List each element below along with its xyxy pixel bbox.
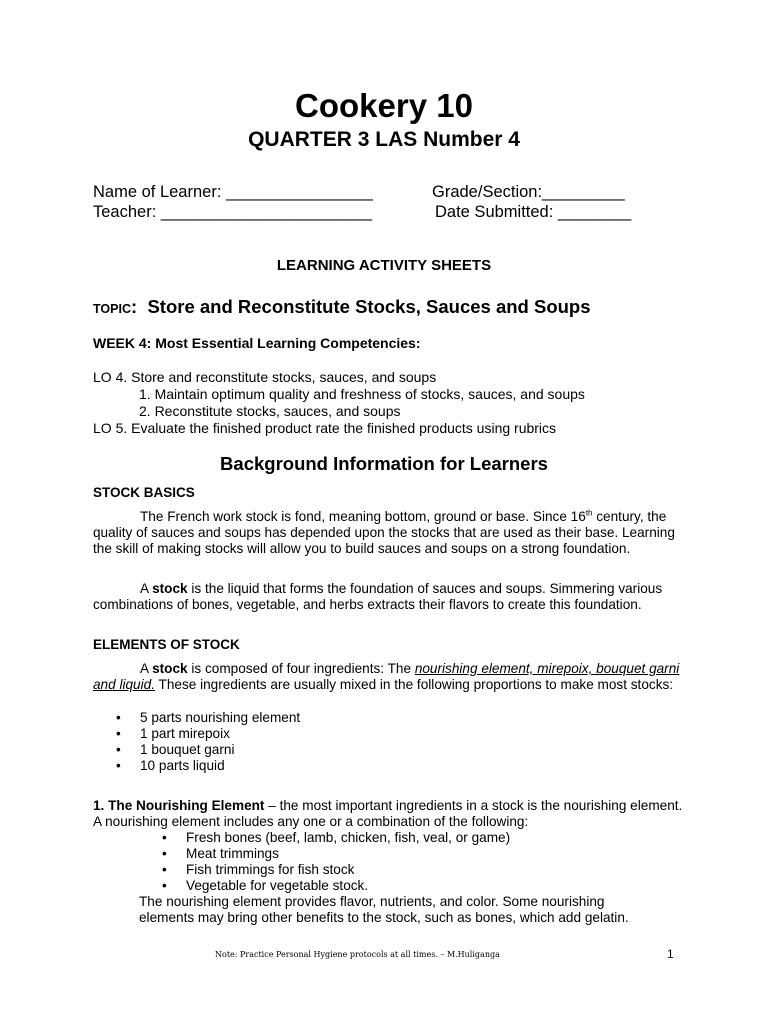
topic-label: TOPIC [93,302,131,316]
competency-lo4-item: 2. Reconstitute stocks, sauces, and soups [139,403,401,419]
stock-basics-paragraph-2: A stock is the liquid that forms the foundation of sauces and soups. Simmering various combinations of bones, vegetable, and herbs extracts their flavors to create this foundation. [93,581,663,612]
nourishing-element-paragraph: 1. The Nourishing Element – the most important ingredients in a stock is the nourishing element. A nourishing element includes any one or a combination of the following: [93,798,683,829]
list-item: • 1 bouquet garni [116,742,235,757]
page-number: 1 [667,947,674,961]
nourishing-element-closing: The nourishing element provides flavor, nutrients, and color. Some nourishing elements may bring other benefits to the stock, such as bones, which add gelatin. [139,894,629,925]
list-item: • Fresh bones (beef, lamb, chicken, fish, veal, or game) [162,830,511,845]
list-item: • Vegetable for vegetable stock. [162,878,369,893]
background-information-heading: Background Information for Learners [220,453,548,474]
date-submitted-field: Date Submitted: ________ [435,203,632,221]
list-item: • Fish trimmings for fish stock [162,862,355,877]
footer-note: Note: Practice Personal Hygiene protocols at all times. – M.Huliganga [215,950,500,959]
topic-line [93,296,591,320]
competency-lo4: LO 4. Store and reconstitute stocks, sauces, and soups [93,369,437,385]
competency-lo4-item: 1. Maintain optimum quality and freshness of stocks, sauces, and soups [139,386,585,402]
name-of-learner-field: Name of Learner: ________________ [93,183,373,201]
stock-basics-paragraph-1: The French work stock is fond, meaning bottom, ground or base. Since 16th century, the quality of sauces and soups has depended upon the stocks that are used as their base. Learning the skill of making stocks will allow you to build sauces and soups on a strong foundation. [93,508,675,556]
document-subtitle: QUARTER 3 LAS Number 4 [248,128,520,151]
learning-activity-sheets-heading: LEARNING ACTIVITY SHEETS [276,257,492,274]
topic-text: Store and Reconstitute Stocks, Sauces and Soups [147,296,591,317]
list-item: • 5 parts nourishing element [116,710,301,725]
list-item: • Meat trimmings [162,846,279,861]
topic-colon: : [130,296,138,317]
list-item: • 10 parts liquid [116,758,225,773]
teacher-field: Teacher: _______________________ [93,203,372,221]
grade-section-field: Grade/Section:_________ [432,183,625,201]
elements-of-stock-paragraph: A stock is composed of four ingredients: The nourishing element, mirepoix, bouquet garni and liquid. These ingredients are usually mixed in the following proportions to make most stocks: [93,661,680,692]
competency-lo5: LO 5. Evaluate the finished product rate the finished products using rubrics [93,420,557,436]
elements-of-stock-heading: ELEMENTS OF STOCK [93,637,240,652]
week-heading: WEEK 4: Most Essential Learning Competencies: [93,335,421,351]
document-title: Cookery 10 [295,87,473,124]
list-item: • 1 part mirepoix [116,726,230,741]
stock-basics-heading: STOCK BASICS [93,485,195,500]
